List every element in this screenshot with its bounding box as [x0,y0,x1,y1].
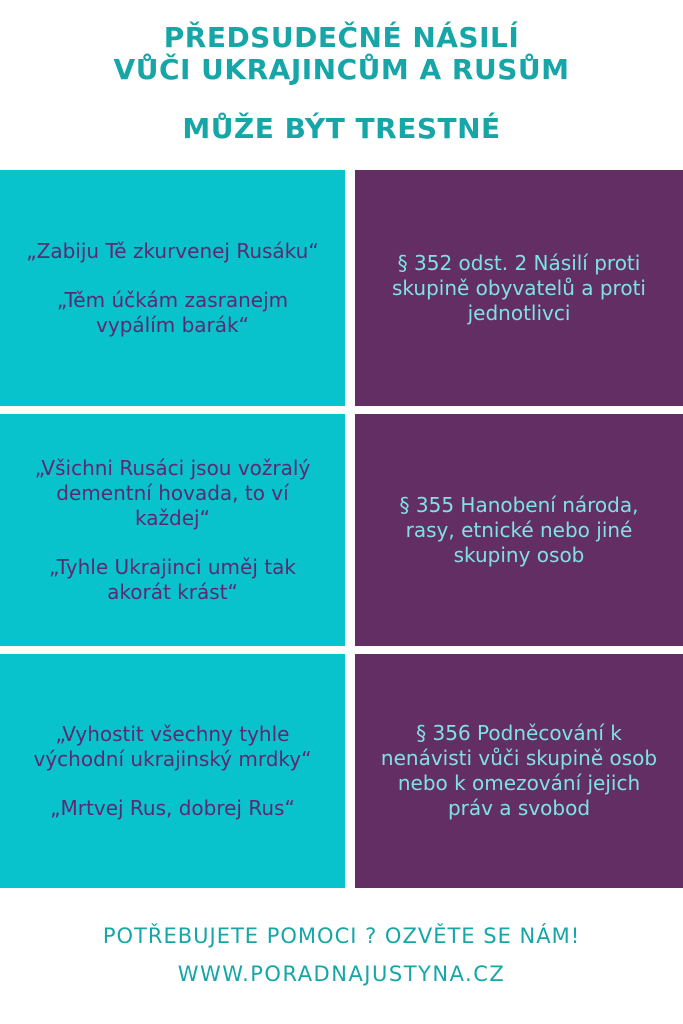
help-call-to-action: POTŘEBUJETE POMOCI ? OZVĚTE SE NÁM! [102,924,581,948]
quote-text: „Zabiju Tě zkurvenej Rusáku“ [26,238,319,263]
law-panel-3 [355,654,683,888]
title-line-2: VŮČI UKRAJINCŮM A RUSŮM [113,53,570,86]
law-panel-2 [355,414,683,646]
website-link[interactable]: WWW.PORADNAJUSTYNA.CZ [177,962,506,986]
quote-panel-1 [0,170,345,406]
page-subtitle: MŮŽE BÝT TRESTNÉ [182,112,501,145]
quote-panel-3 [0,654,345,888]
quote-text: „Mrtvej Rus, dobrej Rus“ [50,795,295,820]
quote-text: „Těm účkám zasranejm vypálím barák“ [56,287,289,337]
quote-text: „Tyhle Ukrajinci uměj tak akorát krást“ [49,554,296,604]
quote-panel-2 [0,414,345,646]
quote-text: „Všichni Rusáci jsou vožralý dementní hovada, to ví každej“ [34,455,311,530]
quote-text: „Vyhostit všechny tyhle východní ukrajinský mrdky“ [33,721,312,771]
page-title [0,22,683,86]
law-text: § 355 Hanobení národa, rasy, etnické nebo jiné skupiny osob [399,492,639,567]
law-panel-1 [355,170,683,406]
law-text: § 352 odst. 2 Násilí proti skupině obyvatelů a proti jednotlivci [392,250,646,325]
law-text: § 356 Podněcování k nenávisti vůči skupině osob nebo k omezování jejich práv a svobod [380,721,658,820]
title-line-1: PŘEDSUDEČNÉ NÁSILÍ [163,21,520,54]
